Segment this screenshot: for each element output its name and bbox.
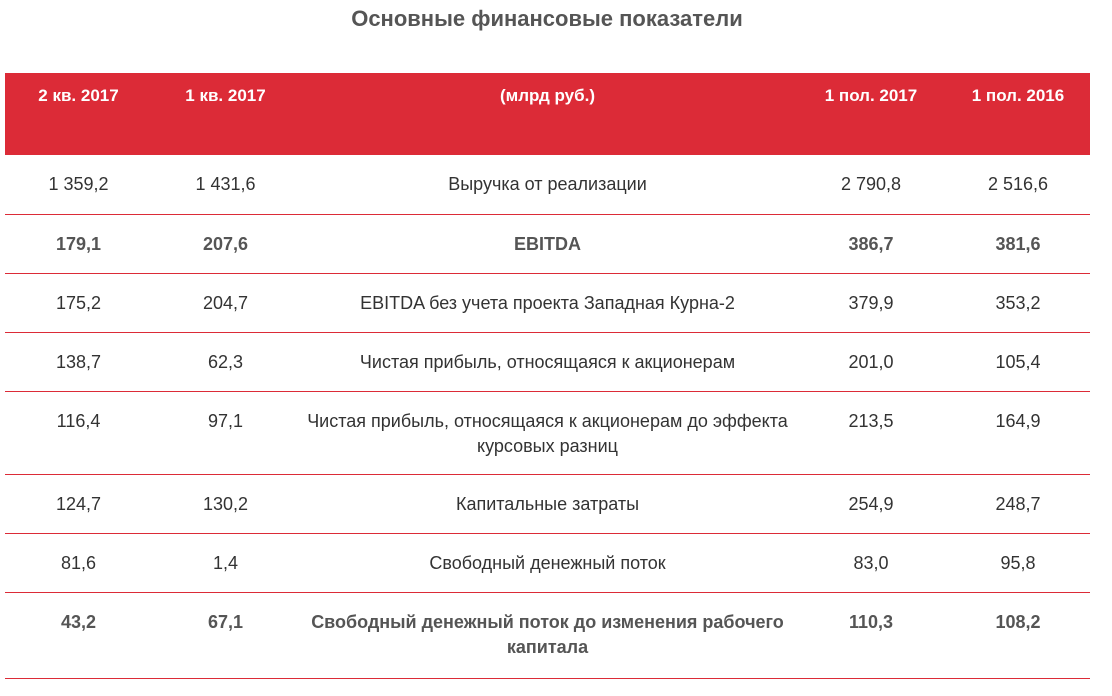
table-row bbox=[5, 475, 1090, 534]
cell-h1-2017: 2 790,8 bbox=[796, 155, 946, 215]
cell-h1-2016: 353,2 bbox=[946, 274, 1090, 333]
table-row bbox=[5, 534, 1090, 593]
cell-h1-2016: 105,4 bbox=[946, 333, 1090, 392]
cell-label: Выручка от реализации bbox=[299, 155, 796, 215]
cell-q2-2017: 1 359,2 bbox=[5, 155, 152, 215]
cell-h1-2017: 213,5 bbox=[796, 392, 946, 475]
table-row bbox=[5, 215, 1090, 274]
cell-q2-2017: 43,2 bbox=[5, 593, 152, 679]
table-header-row bbox=[5, 73, 1090, 155]
cell-q1-2017: 62,3 bbox=[152, 333, 299, 392]
cell-label: EBITDA без учета проекта Западная Курна-2 bbox=[299, 274, 796, 333]
cell-label: Чистая прибыль, относящаяся к акционерам bbox=[299, 333, 796, 392]
cell-label: Капитальные затраты bbox=[299, 475, 796, 534]
table-row bbox=[5, 392, 1090, 475]
header-q2-2017: 2 кв. 2017 bbox=[38, 86, 119, 105]
cell-h1-2016: 108,2 bbox=[946, 593, 1090, 679]
cell-q2-2017: 116,4 bbox=[5, 392, 152, 475]
header-units: (млрд руб.) bbox=[499, 86, 595, 105]
cell-q1-2017: 97,1 bbox=[152, 392, 299, 475]
cell-label: EBITDA bbox=[299, 215, 796, 274]
table-row bbox=[5, 155, 1090, 215]
cell-q2-2017: 81,6 bbox=[5, 534, 152, 593]
cell-h1-2017: 83,0 bbox=[796, 534, 946, 593]
cell-q2-2017: 138,7 bbox=[5, 333, 152, 392]
cell-label: Чистая прибыль, относящаяся к акционерам до эффекта курсовых разниц bbox=[299, 392, 796, 475]
cell-label: Свободный денежный поток bbox=[299, 534, 796, 593]
header-h1-2016: 1 пол. 2016 bbox=[971, 86, 1065, 105]
cell-h1-2017: 386,7 bbox=[796, 215, 946, 274]
table-row bbox=[5, 274, 1090, 333]
cell-h1-2017: 201,0 bbox=[796, 333, 946, 392]
cell-q2-2017: 179,1 bbox=[5, 215, 152, 274]
cell-q1-2017: 207,6 bbox=[152, 215, 299, 274]
table-row bbox=[5, 593, 1090, 679]
table-row bbox=[5, 333, 1090, 392]
cell-h1-2016: 164,9 bbox=[946, 392, 1090, 475]
cell-h1-2016: 248,7 bbox=[946, 475, 1090, 534]
cell-q1-2017: 130,2 bbox=[152, 475, 299, 534]
cell-h1-2017: 254,9 bbox=[796, 475, 946, 534]
page-title: Основные финансовые показатели bbox=[351, 6, 743, 31]
cell-q1-2017: 1 431,6 bbox=[152, 155, 299, 215]
cell-h1-2017: 379,9 bbox=[796, 274, 946, 333]
financial-indicators-table bbox=[5, 73, 1090, 679]
cell-q1-2017: 67,1 bbox=[152, 593, 299, 679]
cell-label: Свободный денежный поток до изменения рабочего капитала bbox=[299, 593, 796, 679]
cell-h1-2017: 110,3 bbox=[796, 593, 946, 679]
cell-h1-2016: 95,8 bbox=[946, 534, 1090, 593]
header-h1-2017: 1 пол. 2017 bbox=[824, 86, 918, 105]
cell-q2-2017: 124,7 bbox=[5, 475, 152, 534]
cell-h1-2016: 381,6 bbox=[946, 215, 1090, 274]
cell-q2-2017: 175,2 bbox=[5, 274, 152, 333]
cell-h1-2016: 2 516,6 bbox=[946, 155, 1090, 215]
cell-q1-2017: 204,7 bbox=[152, 274, 299, 333]
cell-q1-2017: 1,4 bbox=[152, 534, 299, 593]
header-q1-2017: 1 кв. 2017 bbox=[185, 86, 266, 105]
